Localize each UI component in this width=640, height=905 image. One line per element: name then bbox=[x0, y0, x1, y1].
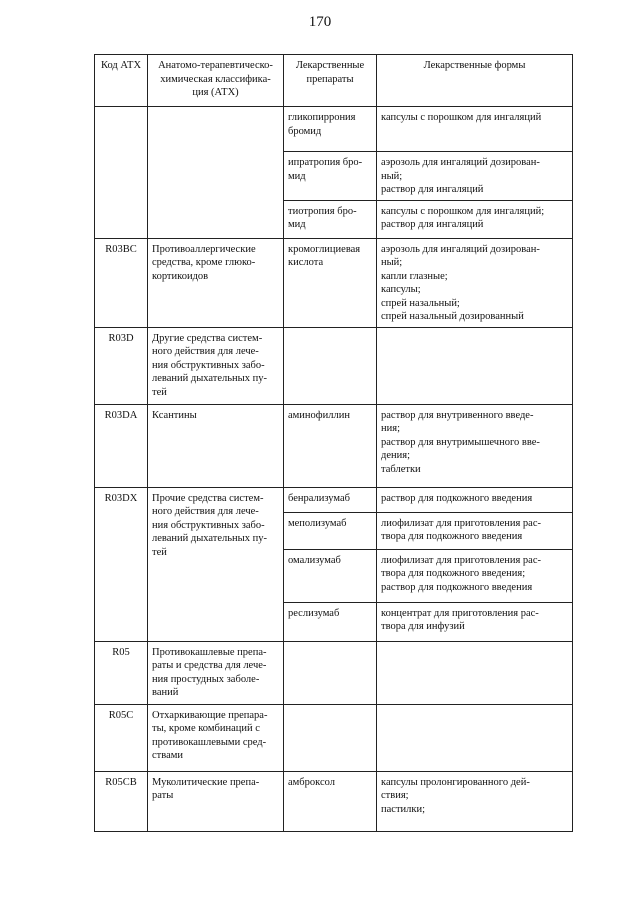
atx-table bbox=[94, 54, 573, 832]
header-row bbox=[95, 55, 573, 107]
dosage-forms: капсулы пролонгированного дей- ствия; пастилки; bbox=[377, 771, 573, 831]
drug-name: тиотропия бро- мид bbox=[284, 200, 377, 238]
table-row bbox=[95, 704, 573, 771]
table-row bbox=[95, 487, 573, 512]
atx-code: R05 bbox=[95, 641, 148, 704]
atx-classification: Противоаллергические средства, кроме глюко- кортикоидов bbox=[148, 238, 284, 327]
table-header bbox=[95, 55, 573, 107]
atx-classification bbox=[148, 107, 284, 239]
dosage-forms: капсулы с порошком для ингаляций bbox=[377, 107, 573, 152]
header-classification: Анатомо-терапевтическо- химическая классифика- ция (АТХ) bbox=[148, 55, 284, 107]
atx-classification: Ксантины bbox=[148, 404, 284, 487]
dosage-forms: лиофилизат для приготовления рас- твора для подкожного введения bbox=[377, 512, 573, 549]
table-row bbox=[95, 771, 573, 831]
drug-name bbox=[284, 704, 377, 771]
dosage-forms bbox=[377, 641, 573, 704]
atx-classification: Муколитические препа- раты bbox=[148, 771, 284, 831]
drug-name: ипратропия бро- мид bbox=[284, 152, 377, 201]
atx-classification: Отхаркивающие препара- ты, кроме комбинаций с противокашлевыми сред- ствами bbox=[148, 704, 284, 771]
atx-code: R03DA bbox=[95, 404, 148, 487]
drug-name: гликопиррония бромид bbox=[284, 107, 377, 152]
table-row bbox=[95, 327, 573, 404]
dosage-forms: раствор для подкожного введения bbox=[377, 487, 573, 512]
drug-name: меполизумаб bbox=[284, 512, 377, 549]
atx-code: R05C bbox=[95, 704, 148, 771]
atx-code: R03D bbox=[95, 327, 148, 404]
drug-name: реслизумаб bbox=[284, 602, 377, 641]
dosage-forms: капсулы с порошком для ингаляций; раствор для ингаляций bbox=[377, 200, 573, 238]
drug-name: амброксол bbox=[284, 771, 377, 831]
dosage-forms: аэрозоль для ингаляций дозирован- ный; капли глазные; капсулы; спрей назальный; спрей назальный дозированный bbox=[377, 238, 573, 327]
dosage-forms: раствор для внутривенного введе- ния; раствор для внутримышечного вве- дения; таблетки bbox=[377, 404, 573, 487]
header-code: Код АТХ bbox=[95, 55, 148, 107]
atx-classification: Противокашлевые препа- раты и средства для лече- ния простудных заболе- ваний bbox=[148, 641, 284, 704]
table-row bbox=[95, 404, 573, 487]
atx-classification: Прочие средства систем- ного действия для лече- ния обструктивных забо- леваний дыхательных пу- тей bbox=[148, 487, 284, 641]
table-row bbox=[95, 238, 573, 327]
dosage-forms: аэрозоль для ингаляций дозирован- ный; раствор для ингаляций bbox=[377, 152, 573, 201]
table-row bbox=[95, 107, 573, 152]
drug-name: кромоглициевая кислота bbox=[284, 238, 377, 327]
drug-name: бенрализумаб bbox=[284, 487, 377, 512]
header-forms: Лекарственные формы bbox=[377, 55, 573, 107]
page-number: 170 bbox=[308, 14, 332, 30]
atx-code: R03BC bbox=[95, 238, 148, 327]
dosage-forms bbox=[377, 327, 573, 404]
header-drugs: Лекарственные препараты bbox=[284, 55, 377, 107]
drug-name bbox=[284, 641, 377, 704]
atx-classification: Другие средства систем- ного действия для лече- ния обструктивных забо- леваний дыхательных пу- тей bbox=[148, 327, 284, 404]
drug-name: омализумаб bbox=[284, 549, 377, 602]
atx-code: R03DX bbox=[95, 487, 148, 641]
dosage-forms bbox=[377, 704, 573, 771]
dosage-forms: лиофилизат для приготовления рас- твора для подкожного введения; раствор для подкожного введения bbox=[377, 549, 573, 602]
dosage-forms: концентрат для приготовления рас- твора для инфузий bbox=[377, 602, 573, 641]
drug-name bbox=[284, 327, 377, 404]
drug-name: аминофиллин bbox=[284, 404, 377, 487]
atx-code bbox=[95, 107, 148, 239]
table-row bbox=[95, 641, 573, 704]
atx-code: R05CB bbox=[95, 771, 148, 831]
table-body bbox=[95, 107, 573, 832]
